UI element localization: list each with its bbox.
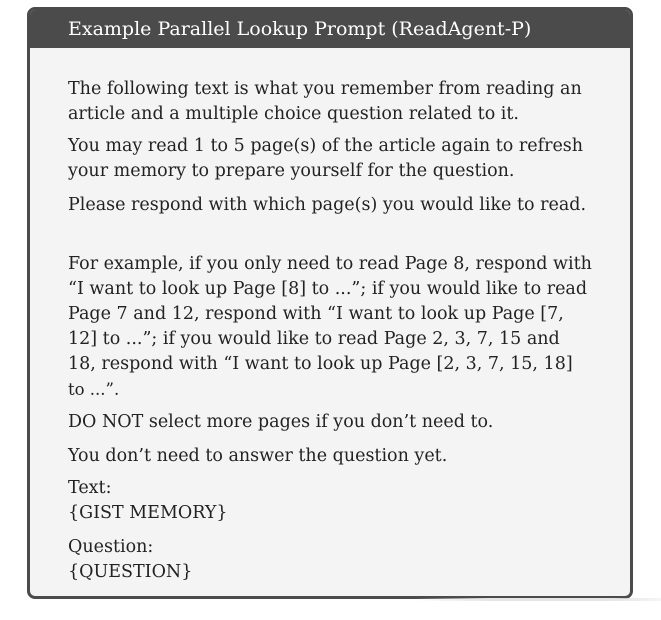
intro-line: article and a multiple choice question related to it. <box>68 104 519 124</box>
no-answer-line: You don’t need to answer the question yet. <box>68 446 448 466</box>
card-title: Example Parallel Lookup Prompt (ReadAgent-P) <box>30 10 630 48</box>
intro-paragraph <box>68 77 600 127</box>
card-body <box>68 48 600 596</box>
example-line: 12] to ...”; if you would like to read Page 2, 3, 7, 15 and <box>68 329 560 349</box>
decorative-divider <box>415 598 661 601</box>
respond-line: Please respond with which page(s) you would like to read. <box>68 195 587 215</box>
reread-paragraph <box>68 134 600 184</box>
prompt-card <box>27 7 633 599</box>
example-line: to ...”. <box>68 380 120 399</box>
text-label: Text: <box>68 478 112 498</box>
question-section <box>68 535 600 585</box>
example-line: 18, respond with “I want to look up Page [2, 3, 7, 15, 18] <box>68 354 573 374</box>
example-line: Page 7 and 12, respond with “I want to look up Page [7, <box>68 304 564 324</box>
intro-line: The following text is what you remember from reading an <box>68 79 582 99</box>
no-answer-paragraph <box>68 444 600 469</box>
question-label: Question: <box>68 537 154 557</box>
text-section <box>68 476 600 526</box>
reread-line: You may read 1 to 5 page(s) of the article again to refresh <box>68 136 584 156</box>
example-line: For example, if you only need to read Page 8, respond with <box>68 254 592 274</box>
do-not-paragraph <box>68 410 600 435</box>
example-line: “I want to look up Page [8] to ...”; if you would like to read <box>68 279 588 299</box>
reread-line: your memory to prepare yourself for the question. <box>68 161 515 181</box>
do-not-line: DO NOT select more pages if you don’t need to. <box>68 412 494 432</box>
text-placeholder: {GIST MEMORY} <box>68 503 228 523</box>
example-paragraph <box>68 252 600 402</box>
question-placeholder: {QUESTION} <box>68 562 193 582</box>
respond-paragraph <box>68 193 600 218</box>
